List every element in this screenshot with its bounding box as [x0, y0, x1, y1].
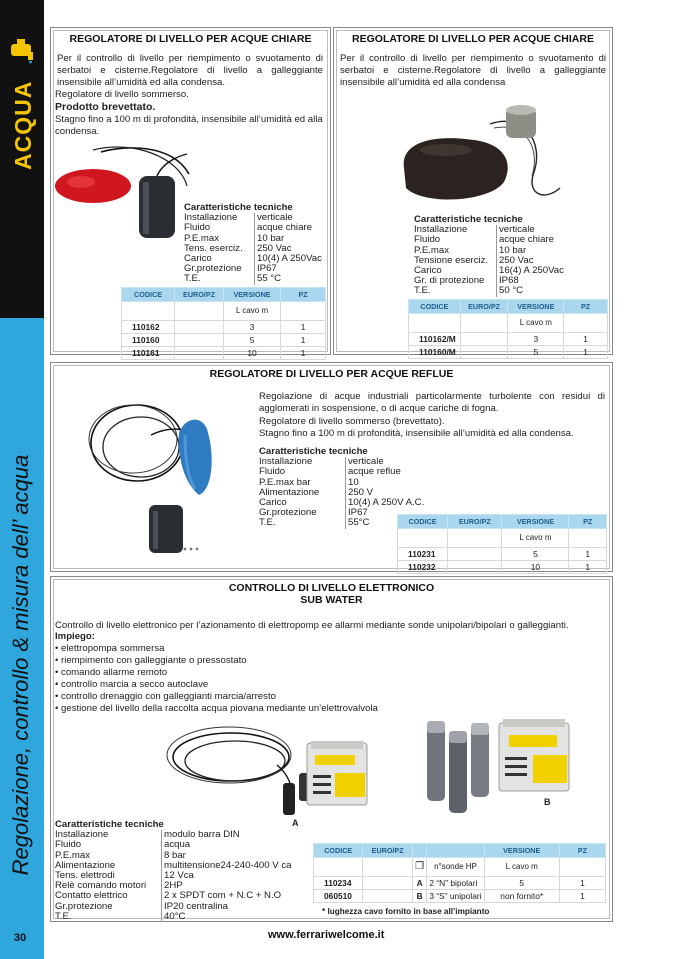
cell-pz: 1	[559, 890, 605, 903]
float-switch-image	[51, 146, 191, 254]
spec-key: Gr.protezione	[259, 507, 317, 519]
spec-key: Fluido	[55, 839, 82, 851]
wastewater-float-image	[81, 385, 241, 561]
spec-value: IP67	[254, 264, 277, 274]
box4-bullets	[55, 643, 455, 715]
cell-code: 110162	[122, 321, 175, 334]
spec-value: 10	[345, 478, 359, 488]
spec-key: T.E.	[414, 285, 431, 297]
spec-key: Installazione	[184, 212, 238, 224]
spec-value: 55 °C	[254, 274, 281, 284]
spec-value: acque chiare	[496, 235, 554, 245]
spec-key: P.E.max bar	[259, 476, 311, 488]
spec-value: 250 Vac	[254, 244, 292, 254]
table-row	[409, 333, 608, 346]
cell-euro	[175, 321, 224, 334]
table-row	[122, 347, 326, 360]
box3-desc: Regolazione di acque industriali particolarmente turbolente con residui di agglomerati in sospensione, o di acque cariche di fogna.	[259, 391, 605, 414]
box4-desc: Controllo di livello elettronico per l’azionamento di elettropomp ee allarmi mediante sonde unipolari/bipolari o galleggianti.	[55, 620, 569, 631]
box1-desc: Per il controllo di livello per riempimento o svuotamento di serbatoi e cisterne.Regolatore di livello a galleggiante insensibile all’umidità ed alla condensa.	[57, 53, 323, 88]
cell-pz: 1	[281, 321, 326, 334]
bullet-item: • controllo drenaggio con galleggianti marcia/arresto	[55, 691, 276, 702]
spec-value: 2HP	[161, 881, 183, 891]
box1-patent: Prodotto brevettato.	[55, 101, 156, 113]
spec-value: IP68	[496, 276, 519, 286]
spec-value: 10 bar	[254, 234, 284, 244]
spec-value: 250 Vac	[496, 256, 534, 266]
spec-key: P.E.max	[55, 849, 91, 861]
cell-ver: 3	[223, 321, 280, 334]
spec-value: 16(4) A 250Vac	[496, 266, 564, 276]
cell-pz: 1	[281, 347, 326, 360]
float-switch-image-2	[394, 102, 564, 212]
spec-value: 10 bar	[496, 246, 526, 256]
spec-value: 10(4) A 250V A.C.	[345, 498, 424, 508]
table-row	[122, 321, 326, 334]
cell-euro	[363, 877, 412, 890]
cell-ver: non fornito*	[484, 890, 559, 903]
cell-ver: 5	[508, 346, 564, 359]
cell-ver: 3	[508, 333, 564, 346]
bullet-item: • elettropompa sommersa	[55, 643, 165, 654]
cell-code: 110160	[122, 334, 175, 347]
cell-pz: 1	[559, 877, 605, 890]
cell-euro	[460, 346, 508, 359]
spec-value: 12 Vca	[161, 871, 194, 881]
probes-image	[423, 717, 493, 817]
box1-specs: Caratteristiche tecniche Installazione verticale Fluido acque chiare P.E.max 10 bar Tens. eserciz. 250 Vac Carico 10(4) A 250Vac Gr.protezione IP67 T.E. 55 °C	[184, 202, 322, 285]
spec-key: Fluido	[259, 466, 286, 478]
cell-type: A	[412, 877, 427, 890]
bullet-item: • riempimento con galleggiante o pressostato	[55, 655, 247, 666]
cell-pz: 1	[564, 333, 608, 346]
spec-value: acque chiare	[254, 223, 312, 233]
spec-key: Installazione	[55, 829, 109, 841]
spec-value: verticale	[254, 213, 293, 223]
spec-row	[414, 286, 564, 296]
spec-key: Relè comando motori	[55, 880, 147, 892]
spec-value: IP67	[345, 508, 368, 518]
cell-code: 110160/M	[409, 346, 461, 359]
cell-type: B	[412, 890, 427, 903]
faucet-icon	[8, 36, 36, 64]
spec-value: acque reflue	[345, 467, 401, 477]
box4-table: CODICE EURO/PZ VERSIONE PZ ❐ n°sonde HP L cavo m 110234 A 2 “N” bipolari 5 1 060510 B 3 “S” unipolari non fornito* 1	[313, 843, 606, 903]
product-box-3	[50, 362, 613, 572]
spec-row	[414, 276, 564, 286]
box1-desc4: Stagno fino a 100 m di profondità, insensibile all’umidità ed alla condensa.	[55, 114, 323, 137]
cell-code: 110162/M	[409, 333, 461, 346]
spec-value: verticale	[345, 457, 384, 467]
spec-value: 40°C	[161, 912, 185, 922]
cell-pz: 1	[564, 346, 608, 359]
cell-code: 110234	[314, 877, 363, 890]
box4-impiego: Impiego:	[55, 631, 95, 642]
box2-specs: Caratteristiche tecniche Installazione verticale Fluido acque chiare P.E.max 10 bar Tensione eserciz. 250 Vac Carico 16(4) A 250Vac Gr. di protezione IP68 T.E. 50 °C	[414, 214, 564, 297]
cell-euro	[175, 334, 224, 347]
table-row	[122, 334, 326, 347]
box4-subtitle: SUB WATER	[300, 594, 363, 606]
spec-row	[55, 912, 291, 922]
table-row	[398, 548, 607, 561]
cell-euro	[448, 561, 502, 574]
spec-key: Carico	[184, 253, 212, 265]
spec-value: 2 x SPDT com + N.C + N.O	[161, 891, 281, 901]
spec-key: P.E.max	[184, 232, 220, 244]
box4-specs: Caratteristiche tecniche Installazione modulo barra DIN Fluido acqua P.E.max 8 bar Alimentazione multitensione24-240-400 V ca Tens. elettrodi 12 Vca Relè comando motori 2HP Contatto elettrico 2 x SPDT com + N.C + N.O Gr.protezione IP20 centralina T.E. 40°C	[55, 819, 292, 922]
box1-desc2: Regolatore di livello sommerso.	[55, 89, 189, 100]
box3-desc3: Stagno fino a 100 m di profondità, insensibile all’umidità ed alla condensa.	[259, 428, 574, 439]
footer-url[interactable]: www.ferrariwelcome.it	[268, 929, 385, 941]
spec-key: T.E.	[184, 273, 201, 285]
spec-key: Carico	[259, 497, 287, 509]
cell-code: 110231	[398, 548, 448, 561]
spec-value: verticale	[496, 225, 535, 235]
box1-table: CODICE EURO/PZ VERSIONE PZ L cavo m 110162 3 1 110160 5 1 110161 10 1	[121, 287, 326, 360]
spec-key: Fluido	[184, 222, 211, 234]
box1-title: REGOLATORE DI LIVELLO PER ACQUE CHIARE	[69, 33, 312, 45]
box3-table: CODICE EURO/PZ VERSIONE PZ L cavo m 110231 5 1 110232 10 1	[397, 514, 607, 574]
cell-code: 110232	[398, 561, 448, 574]
box2-title: REGOLATORE DI LIVELLO PER ACQUE CHIARE	[352, 33, 594, 45]
cell-ver: 5	[223, 334, 280, 347]
spec-key: Carico	[414, 265, 442, 277]
cell-code: 060510	[314, 890, 363, 903]
spec-key: Gr.protezione	[55, 900, 113, 912]
spec-row	[184, 264, 322, 274]
box3-title: REGOLATORE DI LIVELLO PER ACQUE REFLUE	[209, 368, 454, 380]
section-label: ACQUA	[10, 80, 36, 170]
cell-pz: 1	[569, 561, 607, 574]
spec-key: Installazione	[259, 456, 313, 468]
spec-key: Gr. di protezione	[414, 275, 485, 287]
cell-ver: 10	[223, 347, 280, 360]
probe-cable-image	[159, 725, 311, 819]
box2-table: CODICE EURO/PZ VERSIONE PZ L cavo m 110162/M 3 1 110160/M 5 1	[408, 299, 608, 359]
box4-title: CONTROLLO DI LIVELLO ELETTRONICO	[228, 582, 435, 594]
controller-unit-a-image	[305, 739, 371, 809]
spec-value: IP20 centralina	[161, 902, 228, 912]
spec-value: acqua	[161, 840, 190, 850]
spec-key: Alimentazione	[259, 486, 320, 498]
table-row	[398, 561, 607, 574]
bullet-item: • comando allarme remoto	[55, 667, 168, 678]
page-number: 30	[14, 932, 27, 944]
spec-key: Tens. elettrodi	[55, 870, 115, 882]
spec-key: Gr.protezione	[184, 263, 242, 275]
spec-key: Tens. eserciz.	[184, 242, 243, 254]
spec-value: modulo barra DIN	[161, 830, 240, 840]
spec-value: multitensione24-240-400 V ca	[161, 861, 291, 871]
product-box-2	[333, 27, 613, 355]
table-row	[314, 877, 606, 890]
spec-key: Alimentazione	[55, 859, 116, 871]
table-row	[314, 890, 606, 903]
label-a: A	[292, 818, 299, 828]
product-box-4	[50, 576, 613, 922]
product-box-1	[50, 27, 331, 358]
side-title: Regolazione, controllo & misura dell’ acqua	[8, 454, 33, 876]
cell-euro	[363, 890, 412, 903]
cell-ver: 5	[502, 548, 569, 561]
spec-value: 8 bar	[161, 851, 186, 861]
spec-key: Contatto elettrico	[55, 890, 128, 902]
cell-sonde: 3 “S” unipolari	[427, 890, 484, 903]
cell-pz: 1	[281, 334, 326, 347]
cell-ver: 5	[484, 877, 559, 890]
spec-key: T.E.	[259, 517, 276, 529]
cell-pz: 1	[569, 548, 607, 561]
cell-euro	[448, 548, 502, 561]
spec-key: Installazione	[414, 224, 468, 236]
spec-value: 55°C	[345, 518, 369, 528]
cable-note: * lughezza cavo fornito in base all’impianto	[322, 907, 490, 916]
label-b: B	[544, 797, 551, 807]
cell-sonde: 2 “N” bipolari	[427, 877, 484, 890]
spec-key: T.E.	[55, 910, 72, 922]
spec-value: 250 V	[345, 488, 373, 498]
cell-euro	[175, 347, 224, 360]
spec-row	[184, 274, 322, 284]
spec-value: 50 °C	[496, 286, 523, 296]
cell-ver: 10	[502, 561, 569, 574]
controller-unit-b-image	[497, 717, 573, 795]
spec-key: Tensione eserciz.	[414, 254, 489, 266]
box3-specs: Caratteristiche tecniche Installazione verticale Fluido acque reflue P.E.max bar 10 Alimentazione 250 V Carico 10(4) A 250V A.C. Gr.protezione IP67 T.E. 55°C	[259, 446, 425, 529]
box2-desc: Per il controllo di livello per riempimento o svuotamento di serbatoi e cisterne.Regolatore di livello a galleggiante insensibile all’umidità ed alla condensa	[340, 53, 606, 88]
bullet-item: • gestione del livello della raccolta acqua piovana mediante un’elettrovalvola	[55, 703, 378, 714]
spec-key: P.E.max	[414, 244, 450, 256]
cell-euro	[460, 333, 508, 346]
box3-desc2: Regolatore di livello sommerso (brevettato).	[259, 416, 445, 427]
spec-value: 10(4) A 250Vac	[254, 254, 322, 264]
spec-key: Fluido	[414, 234, 441, 246]
bullet-item: • controllo marcia a secco autoclave	[55, 679, 209, 690]
table-row	[409, 346, 608, 359]
cell-code: 110161	[122, 347, 175, 360]
